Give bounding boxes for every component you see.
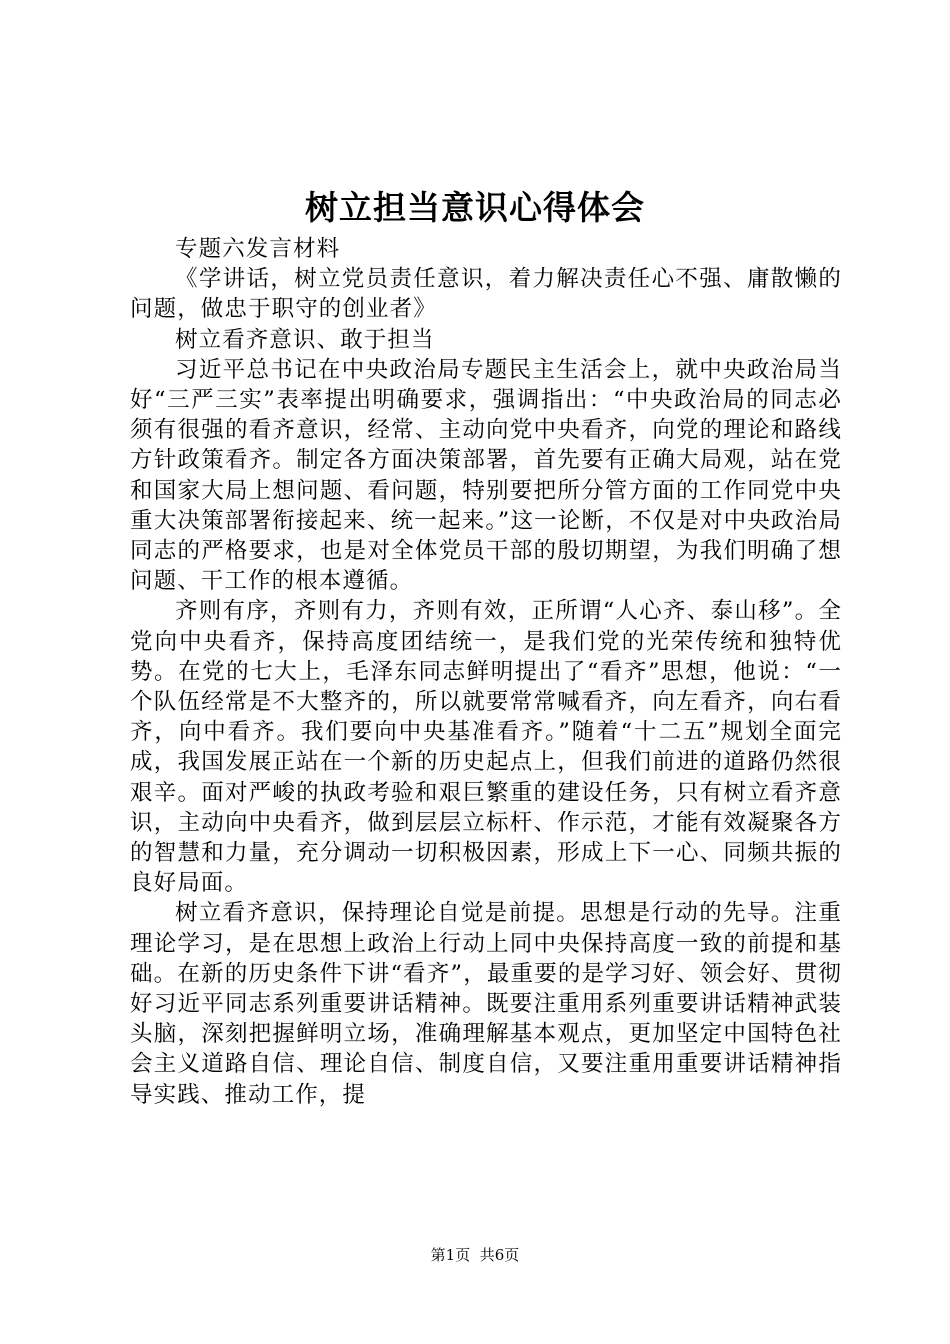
page-footer xyxy=(0,1244,950,1266)
page-total: 共6页 xyxy=(479,1246,520,1264)
document-body xyxy=(130,234,842,1110)
document-title: 树立担当意识心得体会 xyxy=(305,188,645,227)
paragraph-heading: 树立看齐意识、敢于担当 xyxy=(175,326,435,353)
paragraph-topic: 专题六发言材料 xyxy=(175,236,341,262)
paragraph-subtitle: 《学讲话，树立党员责任意识，着力解决责任心不强、庸散懒的问题，做忠于职守的创业者》 xyxy=(130,266,842,323)
paragraph-body: 树立看齐意识，保持理论自觉是前提。思想是行动的先导。注重理论学习，是在思想上政治上行动上同中央保持高度一致的前提和基础。在新的历史条件下讲“看齐”，最重要的是学习好、领会好、贯彻好习近平同志系列重要讲话精神。既要注重用系列重要讲话精神武装头脑，深刻把握鲜明立场，准确理解基本观点，更加坚定中国特色社会主义道路自信、理论自信、制度自信，又要注重用重要讲话精神指导实践、推动工作，提 xyxy=(130,900,842,1108)
paragraph-body: 习近平总书记在中央政治局专题民主生活会上，就中央政治局当好“三严三实”表率提出明确要求，强调指出：“中央政治局的同志必须有很强的看齐意识，经常、主动向党中央看齐，向党的理论和路线方针政策看齐。制定各方面决策部署，首先要有正确大局观，站在党和国家大局上想问题、看问题，特别要把所分管方面的工作同党中央重大决策部署衔接起来、统一起来。”这一论断，不仅是对中央政治局同志的严格要求，也是对全体党员干部的殷切期望，为我们明确了想问题、干工作的根本遵循。 xyxy=(130,356,842,595)
page-number: 第1页 xyxy=(430,1246,471,1264)
paragraph-body: 齐则有序，齐则有力，齐则有效，正所谓“人心齐、泰山移”。全党向中央看齐，保持高度团结统一，是我们党的光荣传统和独特优势。在党的七大上，毛泽东同志鲜明提出了“看齐”思想，他说：“一个队伍经常是不大整齐的，所以就要常常喊看齐，向左看齐，向右看齐，向中看齐。我们要向中央基准看齐。”随着“十二五”规划全面完成，我国发展正站在一个新的历史起点上，但我们前进的道路仍然很艰辛。面对严峻的执政考验和艰巨繁重的建设任务，只有树立看齐意识，主动向中央看齐，做到层层立标杆、作示范，才能有效凝聚各方的智慧和力量，充分调动一切积极因素，形成上下一心、同频共振的良好局面。 xyxy=(130,598,842,897)
